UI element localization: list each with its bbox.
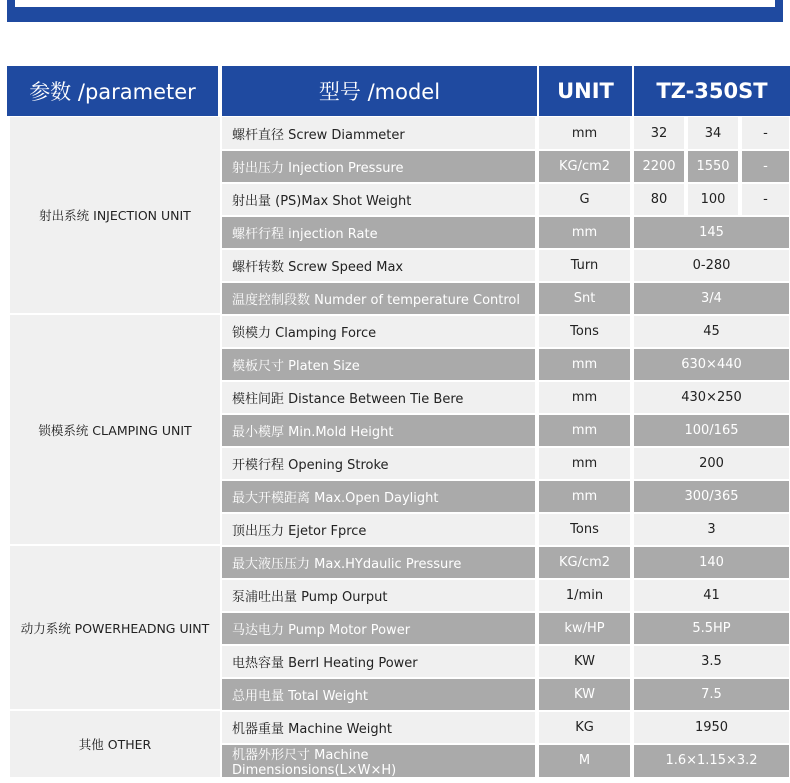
row-unit: Snt — [539, 282, 632, 315]
row-value-2: 1550 — [688, 150, 740, 183]
row-unit: M — [539, 744, 632, 777]
header-unit: UNIT — [539, 66, 634, 116]
row-name: 模板尺寸 Platen Size — [222, 348, 537, 381]
row-unit: Turn — [539, 249, 632, 282]
row-value: 200 — [634, 447, 789, 480]
row-value: 630×440 — [634, 348, 789, 381]
row-value: 45 — [634, 315, 789, 348]
row-name: 温度控制段数 Numder of temperature Control — [222, 282, 537, 315]
row-unit: KG — [539, 711, 632, 744]
row-value: 3 — [634, 513, 789, 546]
row-unit: mm — [539, 216, 632, 249]
group-other: 其他 OTHER — [10, 711, 220, 777]
row-name: 马达电力 Pump Motor Power — [222, 612, 537, 645]
row-separator — [222, 446, 790, 448]
row-unit: KW — [539, 645, 632, 678]
row-separator — [222, 347, 790, 349]
row-value-2: 34 — [688, 117, 740, 150]
row-name: 机器外形尺寸 Machine Dimensionsions(L×W×H) — [222, 744, 537, 777]
row-separator — [222, 644, 790, 646]
row-unit: mm — [539, 348, 632, 381]
row-unit: Tons — [539, 315, 632, 348]
group-power: 动力系统 POWERHEADNG UINT — [10, 546, 220, 711]
top-banner-inner — [15, 0, 775, 7]
row-name: 模柱间距 Distance Between Tie Bere — [222, 381, 537, 414]
row-name: 最小模厚 Min.Mold Height — [222, 414, 537, 447]
row-name: 总用电量 Total Weight — [222, 678, 537, 711]
row-separator — [222, 743, 790, 745]
header-model: 型号 /model — [222, 66, 539, 116]
row-unit: KW — [539, 678, 632, 711]
row-value: 0-280 — [634, 249, 789, 282]
row-name: 开模行程 Opening Stroke — [222, 447, 537, 480]
row-separator — [222, 182, 790, 184]
row-value-3: - — [742, 150, 789, 183]
row-unit: Tons — [539, 513, 632, 546]
row-name: 锁模力 Clamping Force — [222, 315, 537, 348]
row-value-3: - — [742, 117, 789, 150]
row-value-1: 80 — [634, 183, 686, 216]
top-banner — [7, 0, 783, 22]
row-value: 100/165 — [634, 414, 789, 447]
row-value: 300/365 — [634, 480, 789, 513]
row-separator — [222, 710, 790, 712]
row-value: 5.5HP — [634, 612, 789, 645]
row-name: 最大液压压力 Max.HYdaulic Pressure — [222, 546, 537, 579]
row-name: 螺杆行程 injection Rate — [222, 216, 537, 249]
row-unit: mm — [539, 117, 632, 150]
row-value: 430×250 — [634, 381, 789, 414]
header-model-name: TZ-350ST — [634, 66, 790, 116]
row-value-2: 100 — [688, 183, 740, 216]
group-injection: 射出系统 INJECTION UNIT — [10, 117, 220, 315]
row-value: 41 — [634, 579, 789, 612]
row-separator — [222, 149, 790, 151]
row-unit: G — [539, 183, 632, 216]
row-unit: KG/cm2 — [539, 150, 632, 183]
row-separator — [222, 380, 790, 382]
row-name: 最大开模距离 Max.Open Daylight — [222, 480, 537, 513]
row-name: 螺杆转数 Screw Speed Max — [222, 249, 537, 282]
row-separator — [222, 512, 790, 514]
row-name: 机器重量 Machine Weight — [222, 711, 537, 744]
row-value-1: 32 — [634, 117, 686, 150]
row-value: 145 — [634, 216, 789, 249]
row-unit: mm — [539, 447, 632, 480]
group-clamping: 锁模系统 CLAMPING UNIT — [10, 315, 220, 546]
row-value: 7.5 — [634, 678, 789, 711]
row-separator — [222, 215, 790, 217]
row-name: 射出量 (PS)Max Shot Weight — [222, 183, 537, 216]
row-unit: 1/min — [539, 579, 632, 612]
row-value: 1.6×1.15×3.2 — [634, 744, 789, 777]
row-separator — [222, 677, 790, 679]
row-name: 泵浦吐出量 Pump Ourput — [222, 579, 537, 612]
row-unit: mm — [539, 414, 632, 447]
row-separator — [222, 578, 790, 580]
row-value: 3.5 — [634, 645, 789, 678]
row-value: 1950 — [634, 711, 789, 744]
row-value-1: 2200 — [634, 150, 686, 183]
row-separator — [222, 545, 790, 547]
row-value: 140 — [634, 546, 789, 579]
row-separator — [222, 248, 790, 250]
row-name: 射出压力 Injection Pressure — [222, 150, 537, 183]
row-unit: mm — [539, 480, 632, 513]
row-name: 螺杆直径 Screw Diammeter — [222, 117, 537, 150]
row-unit: mm — [539, 381, 632, 414]
row-unit: KG/cm2 — [539, 546, 632, 579]
row-unit: kw/HP — [539, 612, 632, 645]
row-value: 3/4 — [634, 282, 789, 315]
row-separator — [222, 611, 790, 613]
row-name: 电热容量 Berrl Heating Power — [222, 645, 537, 678]
row-separator — [222, 479, 790, 481]
header-parameter: 参数 /parameter — [7, 66, 220, 116]
row-separator — [222, 413, 790, 415]
row-value-3: - — [742, 183, 789, 216]
row-separator — [222, 314, 790, 316]
row-separator — [222, 281, 790, 283]
row-name: 顶出压力 Ejetor Fprce — [222, 513, 537, 546]
